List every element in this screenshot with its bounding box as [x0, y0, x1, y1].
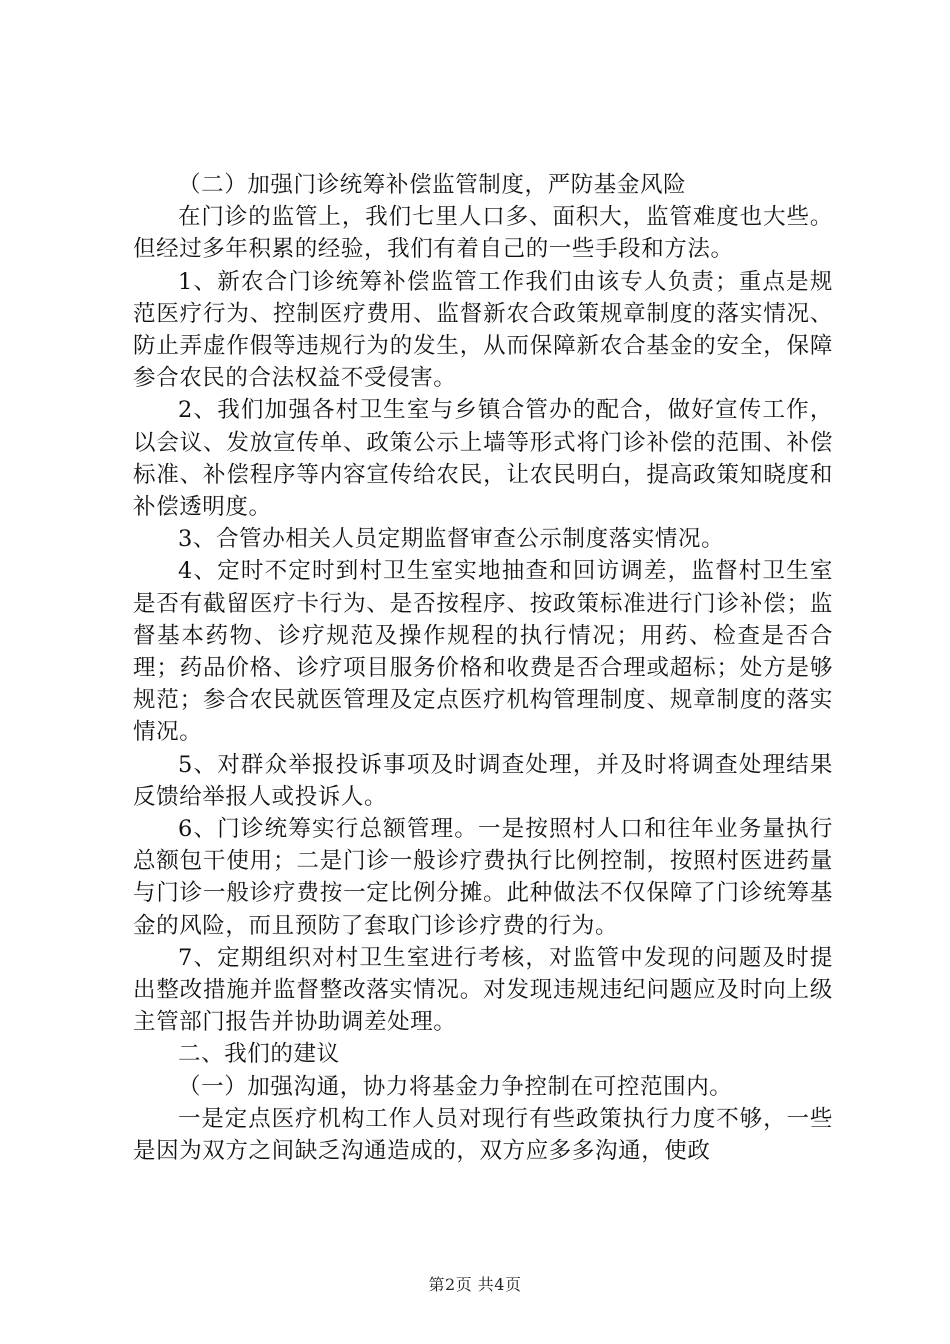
- document-body: [133, 169, 833, 1167]
- paragraph-item-2: 2、我们加强各村卫生室与乡镇合管办的配合，做好宣传工作，以会议、发放宣传单、政策公示上墙等形式将门诊补偿的范围、补偿标准、补偿程序等内容宣传给农民，让农民明白，提高政策知晓度和补偿透明度。: [133, 397, 833, 521]
- paragraph-item-7: 7、定期组织对村卫生室进行考核，对监管中发现的问题及时提出整改措施并监督整改落实情况。对发现违规违纪问题应及时向上级主管部门报告并协助调差处理。: [133, 944, 833, 1036]
- page-number-footer: 第2页 共4页: [428, 1275, 522, 1294]
- paragraph-item-1: 1、新农合门诊统筹补偿监管工作我们由该专人负责；重点是规范医疗行为、控制医疗费用、监督新农合政策规章制度的落实情况、防止弄虚作假等违规行为的发生，从而保障新农合基金的安全，保障参合农民的合法权益不受侵害。: [133, 268, 833, 392]
- paragraph-item-3: 3、合管办相关人员定期监督审查公示制度落实情况。: [178, 526, 725, 553]
- paragraph-intro: 在门诊的监管上，我们七里人口多、面积大，监管难度也大些。但经过多年积累的经验，我们有着自己的一些手段和方法。: [133, 204, 833, 263]
- paragraph-suggestion-1: 一是定点医疗机构工作人员对现行有些政策执行力度不够，一些是因为双方之间缺乏沟通造成的，双方应多多沟通，使政: [133, 1105, 833, 1165]
- section-heading-suggestions: 二、我们的建议: [178, 1041, 340, 1068]
- subsection-heading-communication: （一）加强沟通，协力将基金力争控制在可控范围内。: [178, 1073, 733, 1100]
- paragraph-item-6: 6、门诊统筹实行总额管理。一是按照村人口和往年业务量执行总额包干使用；二是门诊一般诊疗费执行比例控制，按照村医进药量与门诊一般诊疗费按一定比例分摊。此种做法不仅保障了门诊统筹基金的风险，而且预防了套取门诊诊疗费的行为。: [133, 816, 833, 939]
- paragraph-item-5: 5、对群众举报投诉事项及时调查处理，并及时将调查处理结果反馈给举报人或投诉人。: [133, 751, 833, 810]
- section-heading-outpatient-supervision: （二）加强门诊统筹补偿监管制度，严防基金风险: [178, 172, 687, 198]
- paragraph-item-4: 4、定时不定时到村卫生室实地抽查和回访调差，监督村卫生室是否有截留医疗卡行为、是否按程序、按政策标准进行门诊补偿；监督基本药物、诊疗规范及操作规程的执行情况；用药、检查是否合理；药品价格、诊疗项目服务价格和收费是否合理或超标；处方是够规范；参合农民就医管理及定点医疗机构管理制度、规章制度的落实情况。: [133, 558, 833, 746]
